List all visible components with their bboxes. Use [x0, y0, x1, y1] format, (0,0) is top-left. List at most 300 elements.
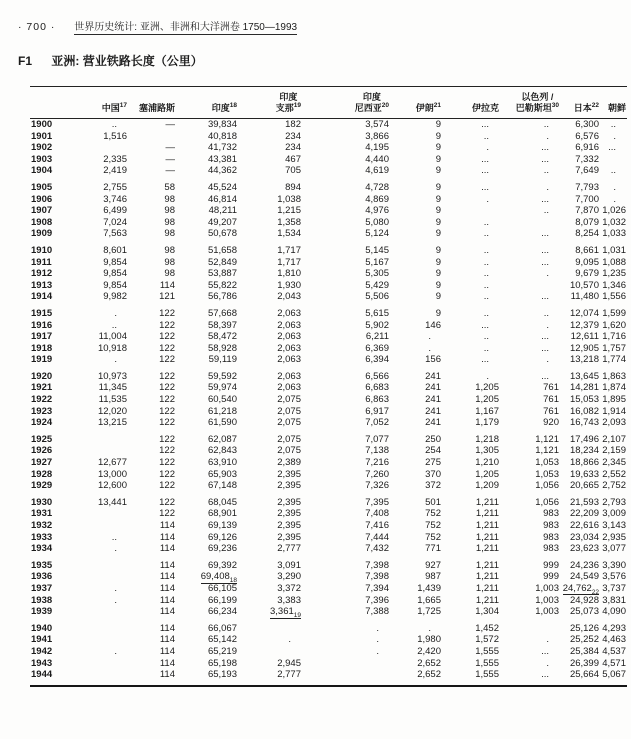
value-cell	[128, 131, 176, 143]
value-cell: 1,235	[602, 268, 626, 280]
value-cell: 24,549	[569, 571, 599, 583]
value-cell: 3,009	[602, 508, 626, 520]
value-cell: 98	[164, 205, 175, 217]
year-cell: 1926	[31, 445, 53, 457]
value-cell: 9,095	[575, 256, 599, 268]
value-cell: 13,218	[569, 354, 599, 366]
value-cell: 122	[159, 370, 175, 382]
value-cell: 122	[159, 433, 175, 445]
value-cell: 7,052	[365, 417, 389, 429]
value-cell: 372	[425, 480, 441, 492]
value-cell: .	[114, 594, 117, 606]
value-cell: .	[376, 645, 379, 657]
year-cell: 1928	[31, 468, 53, 480]
value-cell: .	[288, 634, 291, 646]
year-cell: 1902	[31, 142, 53, 154]
value-cell: 9	[435, 216, 441, 228]
value-cell: 2,075	[277, 417, 301, 429]
value-cell: ..	[543, 205, 549, 217]
value-cell: 56,786	[207, 291, 237, 303]
value-cell: ...	[541, 342, 549, 354]
value-cell: 2,652	[390, 669, 442, 686]
value-cell: 9	[435, 142, 441, 154]
value-cell: 9	[435, 244, 441, 256]
value-cell: 6,576	[575, 130, 599, 142]
value-cell: 52,849	[207, 256, 237, 268]
value-cell: 63,910	[207, 457, 237, 469]
value-cell: 20,665	[569, 480, 599, 492]
value-cell: 2,335	[103, 153, 127, 165]
value-cell: 66,234	[207, 606, 237, 618]
value-cell	[64, 618, 128, 635]
value-cell: 66,199	[207, 594, 237, 606]
value-cell: .	[428, 331, 431, 343]
value-cell: .	[546, 181, 549, 193]
table-row	[30, 532, 627, 544]
year-cell: 1917	[31, 331, 53, 343]
value-cell: 2,063	[277, 319, 301, 331]
value-cell: 7,408	[365, 508, 389, 520]
value-cell: 12,074	[569, 307, 599, 319]
value-cell: 23,623	[569, 543, 599, 555]
value-cell: 761	[543, 394, 559, 406]
table-row	[30, 257, 627, 269]
value-cell: 761	[543, 405, 559, 417]
value-cell: 8,661	[575, 244, 599, 256]
value-cell: 1,056	[535, 496, 559, 508]
value-cell: 114	[159, 634, 175, 646]
value-cell: 1,555	[475, 645, 499, 657]
value-cell: 3,574	[365, 119, 389, 130]
value-cell: 13,000	[97, 468, 127, 480]
column-header: 印度$^{18}$	[211, 102, 237, 113]
value-cell: 999	[543, 571, 559, 583]
value-cell: 1,305	[475, 445, 499, 457]
value-cell: 7,444	[365, 531, 389, 543]
value-cell: 49,207	[207, 216, 237, 228]
value-cell: 17,496	[569, 433, 599, 445]
value-cell: 5,167	[365, 256, 389, 268]
value-cell: 4,293	[602, 622, 626, 634]
value-cell: 234	[285, 142, 301, 154]
value-cell: 156	[425, 354, 441, 366]
value-cell: 1,717	[277, 256, 301, 268]
value-cell: 4,728	[365, 181, 389, 193]
value-cell: 1,725	[417, 606, 441, 618]
value-cell: 7,332	[575, 153, 599, 165]
value-cell: 370	[425, 468, 441, 480]
value-cell: ..	[111, 531, 117, 543]
column-header: 日本$^{22}$	[573, 102, 599, 113]
value-cell: 13,645	[569, 370, 599, 382]
table-row	[30, 658, 627, 670]
value-cell: 11,535	[98, 394, 127, 406]
value-cell: .	[613, 193, 616, 205]
value-cell: ...	[481, 153, 489, 165]
year-cell: 1906	[31, 193, 53, 205]
value-cell: 122	[159, 468, 175, 480]
value-cell: 48,211	[208, 205, 237, 217]
value-cell: 1,930	[277, 279, 301, 291]
value-cell: 2,043	[277, 291, 301, 303]
year-cell: 1900	[31, 119, 53, 130]
value-cell: —	[165, 142, 175, 154]
value-cell: 3,831	[602, 594, 626, 606]
table-row	[30, 291, 627, 303]
value-cell: 254	[425, 445, 441, 457]
year-cell: 1942	[31, 645, 53, 657]
value-cell: .	[546, 130, 549, 142]
value-cell: —	[165, 119, 175, 130]
value-cell: 705	[285, 165, 301, 177]
value-cell: 1,716	[602, 331, 626, 343]
table-row	[30, 429, 627, 446]
value-cell: 7,398	[365, 571, 389, 583]
value-cell: 4,619	[365, 165, 389, 177]
value-cell: 68,045	[207, 496, 237, 508]
value-cell: ..	[610, 119, 616, 130]
value-cell: 752	[425, 520, 441, 531]
value-cell: 1,439	[417, 582, 441, 594]
value-cell: 122	[159, 508, 175, 520]
value-cell: 4,440	[365, 153, 389, 165]
year-cell: 1922	[31, 394, 53, 406]
value-cell: 58,472	[207, 331, 237, 343]
value-cell: 7,398	[365, 559, 389, 571]
value-cell: 7,396	[365, 594, 389, 606]
value-cell: 7,395	[365, 496, 389, 508]
value-cell: 7,432	[365, 543, 389, 555]
value-cell: 1,774	[602, 354, 626, 366]
table-row	[30, 165, 627, 177]
value-cell	[64, 571, 128, 583]
year-cell: 1927	[31, 457, 53, 469]
value-cell: 1,218	[475, 433, 499, 445]
table-row	[30, 268, 627, 280]
value-cell: 241	[425, 394, 441, 406]
value-cell: .	[376, 634, 379, 646]
value-cell: 2,107	[602, 433, 626, 445]
value-cell: 3,866	[365, 130, 389, 142]
value-cell: 23,034	[569, 531, 599, 543]
value-cell: 58,397	[207, 319, 237, 331]
value-cell: ...	[541, 331, 549, 343]
value-cell: .	[114, 582, 117, 594]
value-cell: 61,218	[207, 405, 237, 417]
table-row	[30, 331, 627, 343]
value-cell	[64, 606, 128, 618]
value-cell: 10,570	[569, 279, 599, 291]
table-row	[30, 457, 627, 469]
value-cell: 16,082	[569, 405, 599, 417]
value-cell: 24,236	[569, 559, 599, 571]
value-cell: 1,211	[475, 594, 499, 606]
value-cell: 65,219	[207, 645, 237, 657]
value-cell: 2,755	[103, 181, 127, 193]
value-cell: 25,252	[569, 634, 599, 646]
value-cell: 2,752	[602, 480, 626, 492]
value-cell: 2,063	[277, 382, 301, 394]
value-cell: 1,205	[475, 394, 499, 406]
value-cell: 1,053	[535, 468, 559, 480]
value-cell: 2,075	[277, 405, 301, 417]
table-row	[30, 280, 627, 292]
value-cell: 24,928	[569, 594, 599, 606]
year-cell: 1904	[31, 165, 53, 177]
value-cell: ..	[483, 268, 489, 280]
value-cell: ..	[483, 291, 489, 303]
value-cell: 15,053	[569, 394, 599, 406]
year-cell: 1929	[31, 480, 53, 492]
year-cell: 1914	[31, 291, 53, 303]
value-cell: 3,091	[277, 559, 301, 571]
value-cell: 2,395	[277, 480, 301, 492]
value-cell: 2,159	[602, 445, 626, 457]
value-cell: 2,063	[277, 370, 301, 382]
book-title: 世界历史统计: 亚洲、非洲和大洋洲卷 1750—1993	[74, 22, 298, 33]
value-cell: 752	[425, 531, 441, 543]
value-cell: 7,700	[575, 193, 599, 205]
value-cell: 66,067	[207, 622, 237, 634]
value-cell	[64, 669, 128, 686]
value-cell: 45,524	[207, 181, 237, 193]
value-cell: 114	[159, 571, 175, 583]
value-cell: 1,863	[602, 370, 626, 382]
value-cell: 69,236	[207, 543, 237, 555]
value-cell: 1,209	[475, 480, 499, 492]
value-cell: 920	[543, 417, 559, 429]
column-header: 朝鲜	[607, 103, 626, 113]
value-cell: 6,863	[365, 394, 389, 406]
value-cell: 2,345	[602, 457, 626, 469]
value-cell: 68,901	[207, 508, 237, 520]
column-header: 伊朗$^{21}$	[415, 102, 441, 113]
table-row	[30, 492, 627, 509]
value-cell: 44,362	[207, 165, 237, 177]
value-cell: 2,552	[602, 468, 626, 480]
year-cell: 1921	[31, 382, 53, 394]
value-cell	[500, 280, 560, 292]
value-cell: 11,004	[98, 331, 127, 343]
value-cell: ..	[483, 228, 489, 240]
value-cell: ..	[543, 307, 549, 319]
table-row	[30, 343, 627, 355]
value-cell: 7,216	[365, 457, 389, 469]
value-cell: ..	[483, 130, 489, 142]
value-cell: 65,198	[207, 657, 237, 669]
table-row	[30, 394, 627, 406]
value-cell: 1,003	[535, 606, 559, 618]
value-cell: 58,928	[207, 342, 237, 354]
value-cell: 1,620	[602, 319, 626, 331]
value-cell: 122	[159, 457, 175, 469]
value-cell: 1,032	[602, 216, 626, 228]
value-cell: 241	[425, 370, 441, 382]
table-row	[30, 480, 627, 492]
value-cell: 12,611	[570, 331, 599, 343]
value-cell: 1,211	[475, 543, 499, 555]
table-row	[30, 595, 627, 607]
value-cell: 122	[159, 342, 175, 354]
value-cell: 3,390	[602, 559, 626, 571]
value-cell: 3,576	[602, 571, 626, 583]
value-cell: ...	[541, 193, 549, 205]
value-cell: 25,126	[569, 622, 599, 634]
value-cell: 9,854	[103, 256, 127, 268]
value-cell: .	[486, 142, 489, 154]
value-cell: 39,834	[207, 119, 237, 130]
table-row	[30, 366, 627, 383]
value-cell: 1,555	[475, 657, 499, 669]
table-row	[30, 354, 627, 366]
value-cell: 122	[159, 331, 175, 343]
value-cell: 7,394	[365, 582, 389, 594]
value-cell: 4,090	[602, 606, 626, 618]
value-cell: $24,762_{22}$	[562, 582, 599, 596]
value-cell: 122	[159, 354, 175, 366]
value-cell: 2,063	[277, 307, 301, 319]
value-cell: 1,555	[442, 669, 500, 686]
value-cell: 13,215	[97, 417, 127, 429]
year-cell: 1911	[31, 256, 52, 268]
year-cell: 1930	[31, 496, 53, 508]
value-cell: 3,290	[277, 571, 301, 583]
value-cell: ...	[481, 181, 489, 193]
value-cell: 894	[285, 181, 301, 193]
value-cell: 8,254	[575, 228, 599, 240]
table-row	[30, 543, 627, 555]
table-row	[30, 303, 627, 320]
value-cell: 2,652	[417, 657, 441, 669]
value-cell: ...	[481, 354, 489, 366]
value-cell: 1,088	[602, 256, 626, 268]
value-cell: 9	[435, 193, 441, 205]
value-cell: 7,388	[365, 606, 389, 618]
value-cell: 2,389	[277, 457, 301, 469]
year-cell: 1925	[31, 433, 53, 445]
value-cell: 3,746	[103, 193, 127, 205]
year-cell: 1935	[31, 559, 53, 571]
value-cell: 752	[425, 508, 441, 520]
value-cell: 7,326	[365, 480, 389, 492]
value-cell: 7,793	[575, 181, 599, 193]
value-cell: 1,346	[602, 279, 626, 291]
value-cell: 7,077	[365, 433, 389, 445]
year-cell: 1937	[31, 582, 53, 594]
table-body	[30, 119, 627, 686]
value-cell: 275	[425, 457, 441, 469]
value-cell: 9	[435, 291, 441, 303]
value-cell: ...	[541, 244, 549, 256]
year-cell: 1915	[31, 307, 53, 319]
value-cell: .	[546, 268, 549, 280]
value-cell: .	[486, 193, 489, 205]
value-cell: 182	[285, 119, 301, 130]
value-cell: 13,441	[97, 496, 127, 508]
value-cell: 21,593	[569, 496, 599, 508]
value-cell	[64, 658, 128, 670]
table-row	[30, 131, 627, 143]
value-cell: 241	[425, 417, 441, 429]
value-cell: 114	[159, 279, 175, 291]
value-cell: 9	[435, 279, 441, 291]
value-cell: 2,395	[277, 520, 301, 531]
value-cell: 1,033	[602, 228, 626, 240]
value-cell: 9,854	[103, 279, 127, 291]
value-cell: 250	[425, 433, 441, 445]
value-cell: 1,053	[535, 457, 559, 469]
value-cell: 14,281	[569, 382, 599, 394]
value-cell: 4,869	[365, 193, 389, 205]
year-cell: 1938	[31, 594, 53, 606]
value-cell: 1,304	[475, 606, 499, 618]
value-cell: 5,506	[365, 291, 389, 303]
value-cell: 7,138	[365, 445, 389, 457]
value-cell: ..	[111, 319, 117, 331]
value-cell: 146	[425, 319, 441, 331]
value-cell: 19,633	[569, 468, 599, 480]
value-cell: 1,167	[475, 405, 499, 417]
value-cell: 60,540	[207, 394, 237, 406]
value-cell: 983	[543, 543, 559, 555]
year-cell: 1932	[31, 520, 53, 531]
value-cell: 51,658	[207, 244, 237, 256]
value-cell: 2,395	[277, 508, 301, 520]
table-row	[30, 240, 627, 257]
table-row	[30, 469, 627, 481]
value-cell: 5,902	[365, 319, 389, 331]
value-cell: 2,063	[277, 354, 301, 366]
table-row	[30, 583, 627, 595]
value-cell: 65,903	[207, 468, 237, 480]
value-cell: 12,677	[97, 457, 127, 469]
value-cell: 1,211	[475, 571, 499, 583]
value-cell: 6,499	[103, 205, 127, 217]
value-cell: 114	[159, 594, 175, 606]
running-head	[18, 18, 297, 33]
value-cell: ..	[483, 307, 489, 319]
value-cell: 4,571	[602, 657, 626, 669]
value-cell	[64, 142, 128, 154]
value-cell: 6,394	[365, 354, 389, 366]
column-header: 中国$^{17}$	[101, 102, 127, 113]
value-cell: 6,917	[365, 405, 389, 417]
value-cell: 12,020	[97, 405, 127, 417]
value-cell: 1,026	[602, 205, 626, 217]
table-row	[30, 669, 627, 686]
value-cell: 1,031	[602, 244, 626, 256]
value-cell: 122	[159, 319, 175, 331]
value-cell: .	[546, 319, 549, 331]
value-cell: $69,408_{18}$	[200, 571, 237, 585]
value-cell: 4,463	[602, 634, 626, 646]
value-cell: 46,814	[207, 193, 237, 205]
year-cell: 1944	[30, 669, 64, 686]
railway-length-table	[30, 86, 627, 687]
value-cell: 1,211	[475, 496, 499, 508]
value-cell: 114	[159, 657, 175, 669]
table-row	[30, 571, 627, 583]
value-cell: 1,056	[535, 480, 559, 492]
value-cell: ...	[481, 119, 489, 130]
value-cell	[64, 445, 128, 457]
column-header: 伊拉克	[471, 103, 499, 113]
value-cell: 25,384	[569, 645, 599, 657]
year-cell: 1924	[31, 417, 53, 429]
value-cell: 67,148	[207, 480, 237, 492]
value-cell	[500, 217, 560, 229]
value-cell: .	[546, 657, 549, 669]
